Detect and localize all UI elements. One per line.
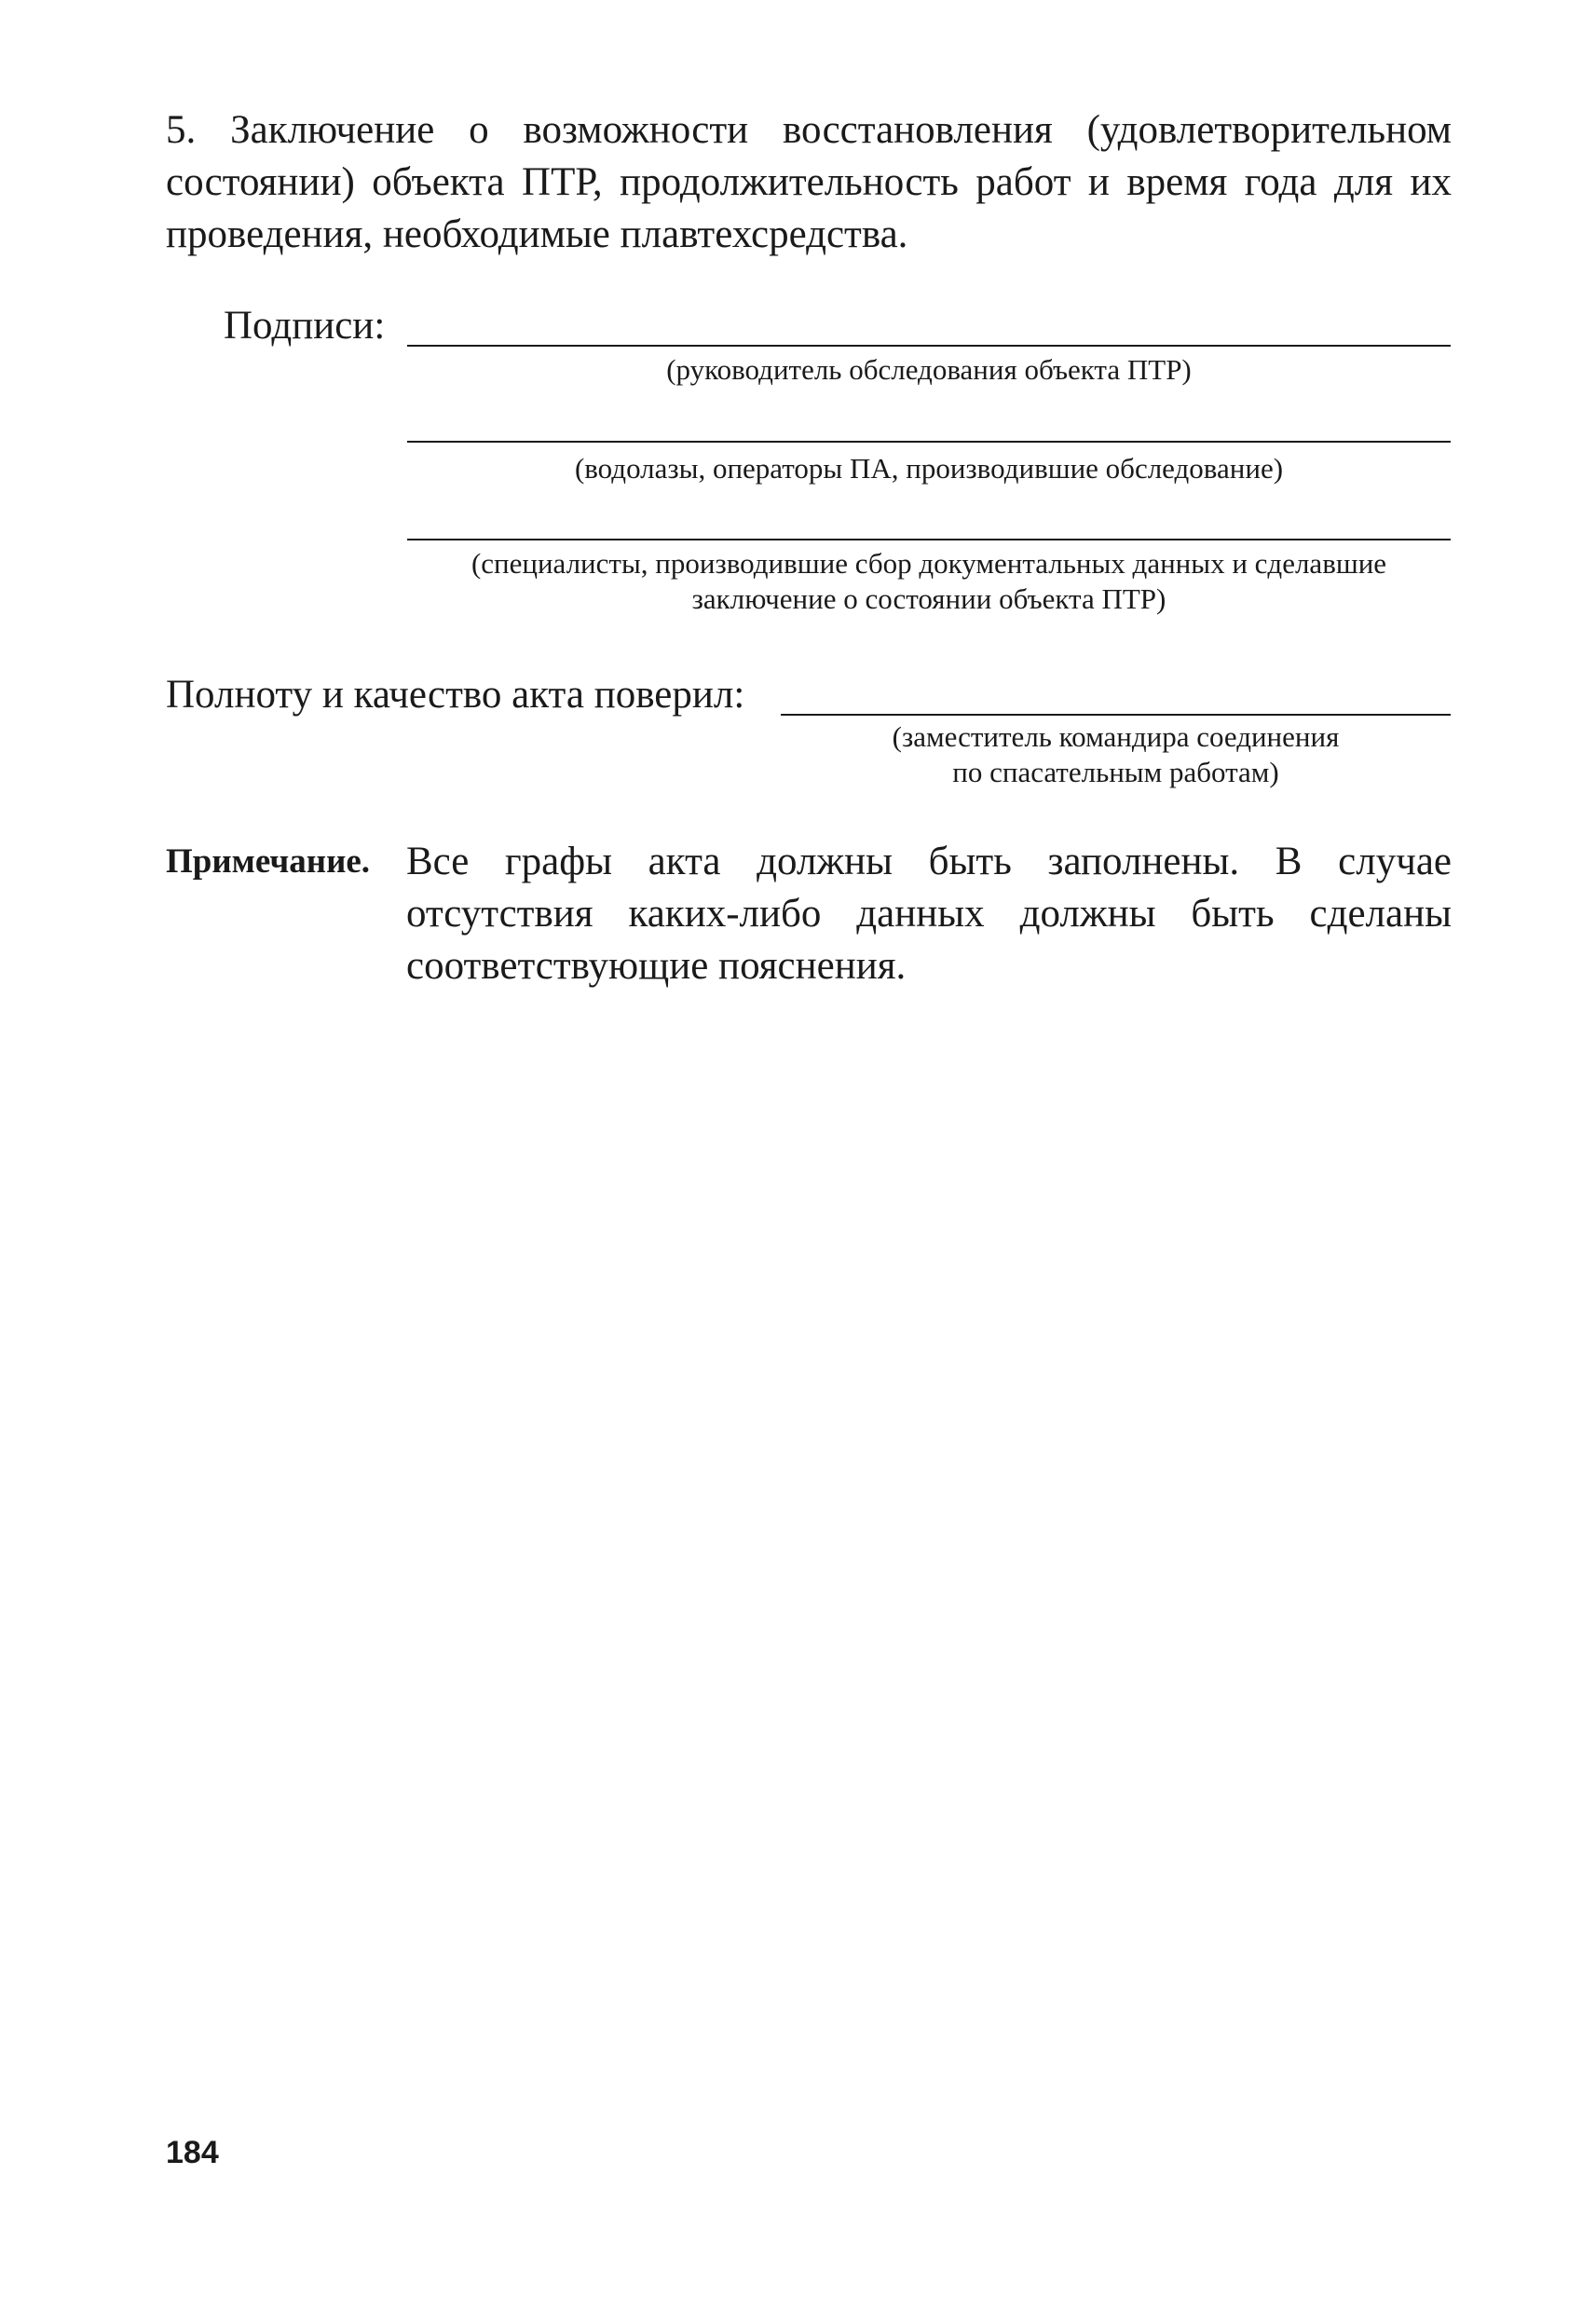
note-text: Все графы акта должны быть заполнены. В случае отсутствия каких-либо данных должны быть сделаны соответствующие пояснения. (406, 840, 1452, 988)
signature-caption-specialists-line1: (специалисты, производившие сбор документальных данных и сделавшие (471, 547, 1387, 580)
signatures-label: Подписи: (224, 304, 386, 348)
verification-caption-line1: (заместитель командира соединения (892, 720, 1340, 753)
page-number: 184 (166, 2135, 219, 2170)
signature-caption-specialists-line2: заключение о состоянии объекта ПТР) (691, 582, 1166, 615)
signature-line-divers[interactable] (407, 441, 1451, 443)
signature-line-specialists[interactable] (407, 539, 1451, 540)
signature-line-verifier[interactable] (781, 714, 1451, 716)
signature-line-supervisor[interactable] (407, 345, 1451, 347)
verification-label: Полноту и качество акта поверил: (166, 673, 745, 717)
verification-caption-line2: по спасательным работам) (952, 756, 1279, 788)
signature-caption-divers: (водолазы, операторы ПА, производившие обследование) (574, 452, 1284, 485)
note-label: Примечание. (166, 842, 371, 881)
section-5-paragraph: 5. Заключение о возможности восстановления (удовлетворительном состоянии) объекта ПТР, продолжительность работ и время года для их проведения, необходимые плавтехсредства. (166, 108, 1452, 256)
signature-caption-supervisor: (руководитель обследования объекта ПТР) (666, 353, 1192, 386)
